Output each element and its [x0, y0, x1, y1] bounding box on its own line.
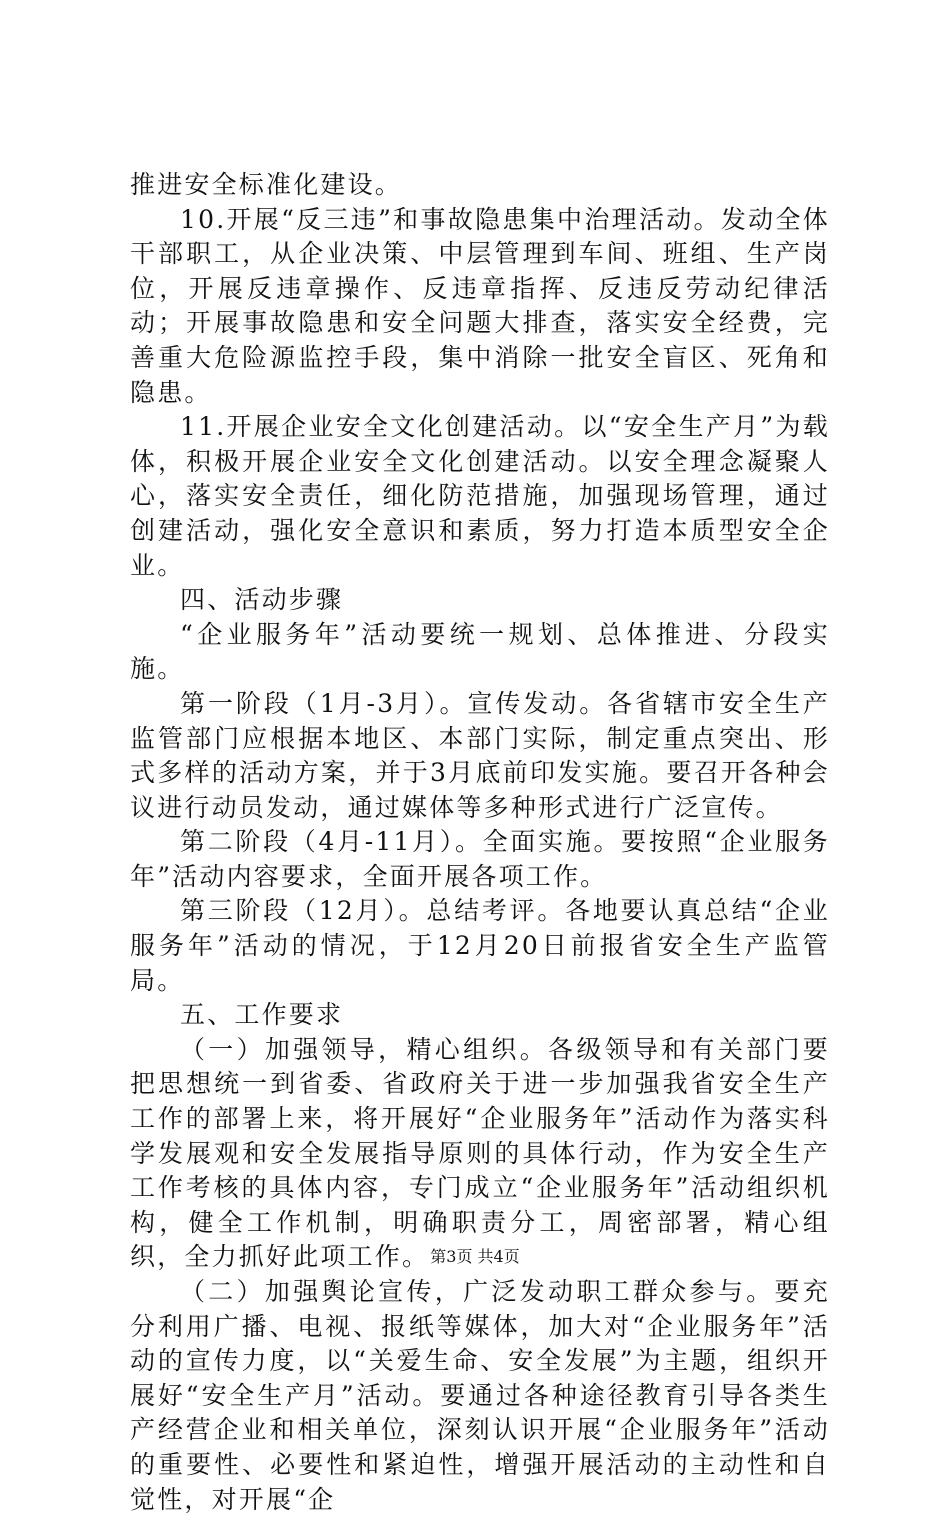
paragraph-continuation: 推进安全标准化建设。 — [130, 170, 403, 199]
section-heading-requirements: 五、工作要求 — [180, 1000, 344, 1030]
paragraph-stage-2: 第二阶段（4月-11月）。全面实施。要按照“企业服务年”活动内容要求，全面开展各项工作。 — [130, 827, 830, 891]
section-heading-steps: 四、活动步骤 — [180, 585, 344, 615]
paragraph-requirement-2: （二）加强舆论宣传，广泛发动职工群众参与。要充分利用广播、电视、报纸等媒体，加大对“企业服务年”活动的宣传力度，以“关爱生命、安全发展”为主题，组织开展好“安全生产月”活动。要通过各种途径教育引导各类生产经营企业和相关单位，深刻认识开展“企业服务年”活动的重要性、必要性和紧迫性，增强开展活动的主动性和自觉性，对开展“企 — [130, 1277, 830, 1514]
paragraph-item-11: 11.开展企业安全文化创建活动。以“安全生产月”为载体，积极开展企业安全文化创建活动。以安全理念凝聚人心，落实安全责任，细化防范措施，加强现场管理，通过创建活动，强化安全意识和素质，努力打造本质型安全企业。 — [130, 412, 830, 580]
paragraph-steps-intro: “企业服务年”活动要统一规划、总体推进、分段实施。 — [130, 619, 830, 684]
page-number-footer: 第3页 共4页 — [430, 1247, 520, 1266]
paragraph-requirement-1: （一）加强领导，精心组织。各级领导和有关部门要把思想统一到省委、省政府关于进一步加强我省安全生产工作的部署上来，将开展好“企业服务年”活动作为落实科学发展观和安全发展指导原则的具体行动，作为安全生产工作考核的具体内容，专门成立“企业服务年”活动组织机构，健全工作机制，明确职责分工，周密部署，精心组织，全力抓好此项工作。 — [130, 1034, 830, 1272]
paragraph-item-10: 10.开展“反三违”和事故隐患集中治理活动。发动全体干部职工，从企业决策、中层管理到车间、班组、生产岗位，开展反违章操作、反违章指挥、反违反劳动纪律活动；开展事故隐患和安全问题大排查，落实安全经费，完善重大危险源监控手段，集中消除一批安全盲区、死角和隐患。 — [130, 204, 830, 407]
paragraph-stage-1: 第一阶段（1月-3月）。宣传发动。各省辖市安全生产监管部门应根据本地区、本部门实际，制定重点突出、形式多样的活动方案，并于3月底前印发实施。要召开各种会议进行动员发动，通过媒体等多种形式进行广泛宣传。 — [130, 688, 830, 822]
paragraph-stage-3: 第三阶段（12月）。总结考评。各地要认真总结“企业服务年”活动的情况，于12月20日前报省安全生产监管局。 — [130, 896, 830, 995]
document-body — [130, 168, 830, 1517]
